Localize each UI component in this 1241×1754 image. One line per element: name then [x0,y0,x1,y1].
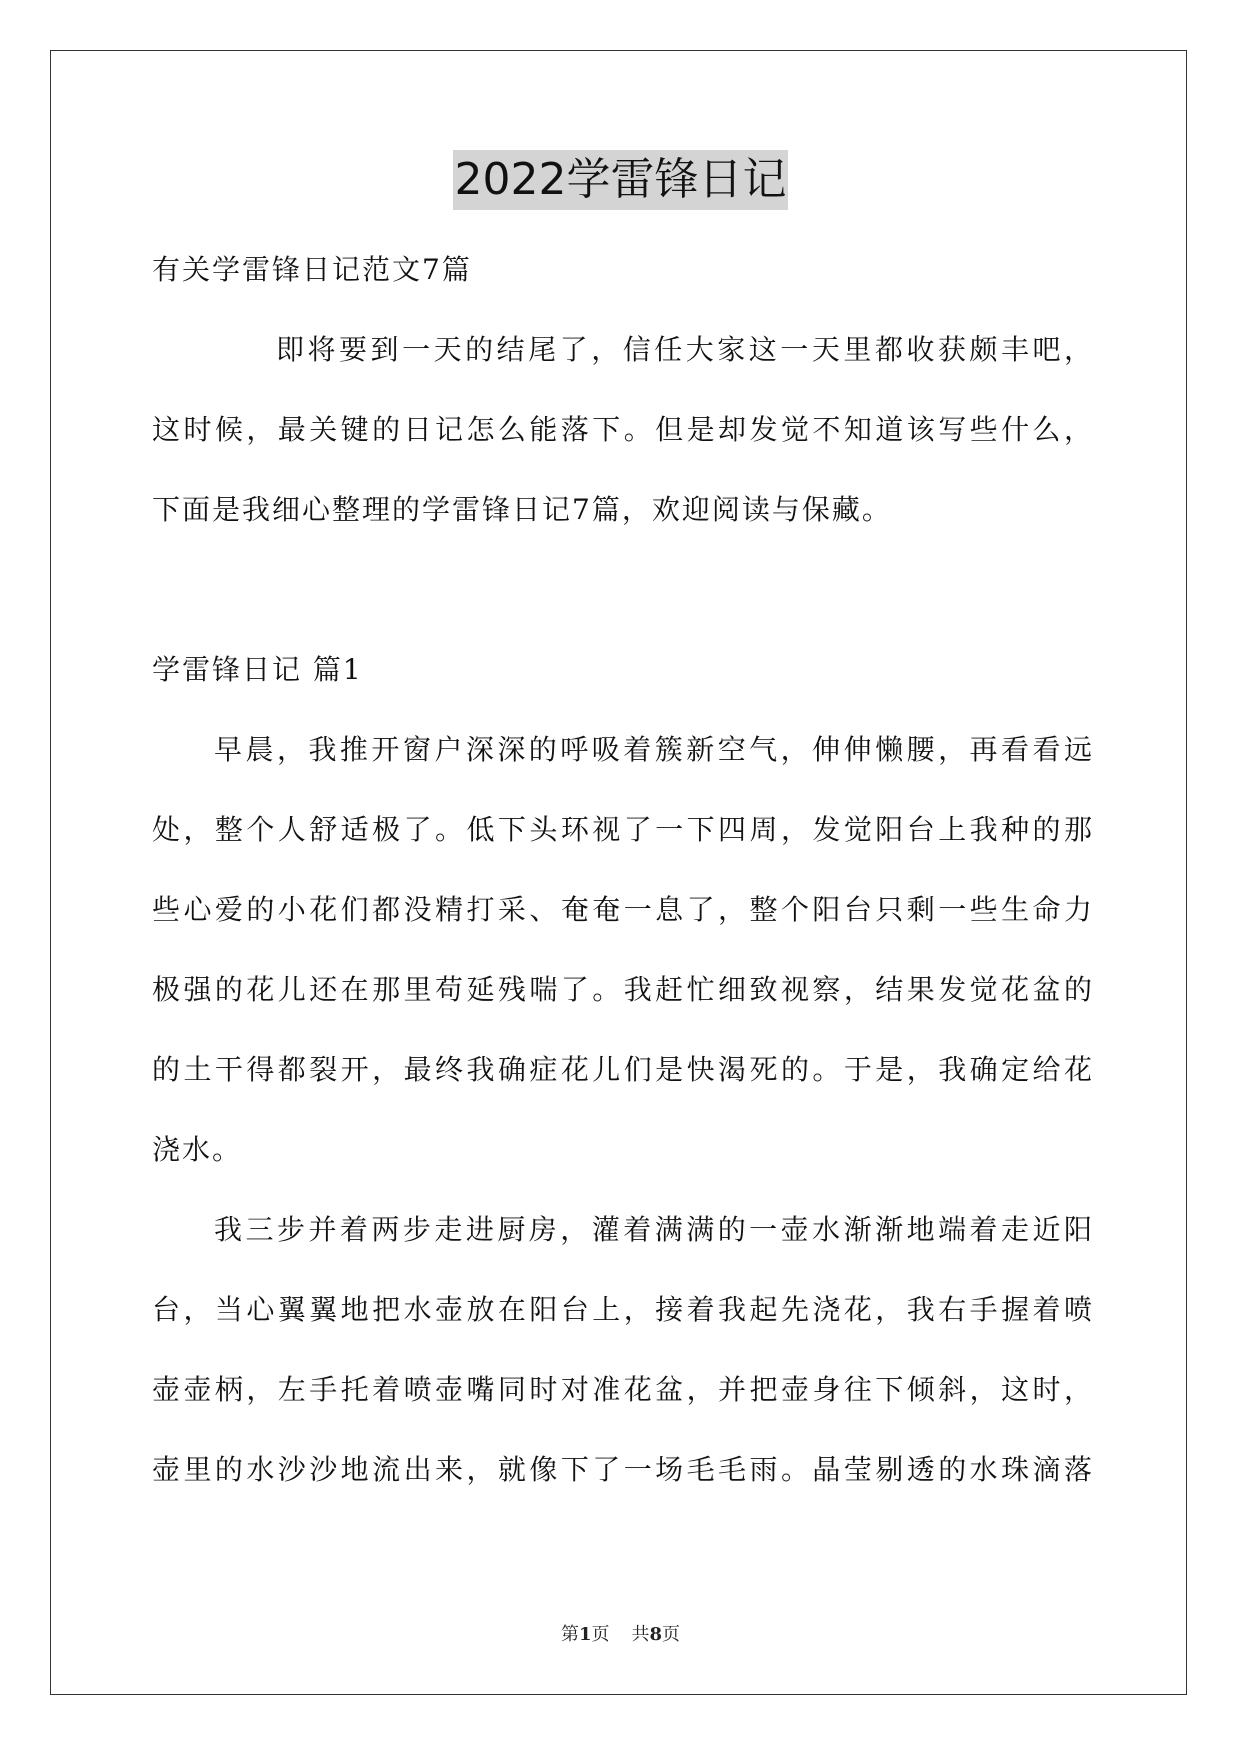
total-suffix: 页 [662,1624,681,1645]
paragraph-line: 的土干得都裂开，最终我确症花儿们是快渴死的。于是，我确定给花 [152,1053,1092,1086]
paragraph-line: 极强的花儿还在那里苟延残喘了。我赶忙细致视察，结果发觉花盆的 [152,973,1092,1006]
paragraph-line: 处，整个人舒适极了。低下头环视了一下四周，发觉阳台上我种的那 [152,813,1092,846]
total-page-number: 8 [649,1624,663,1645]
paragraph-line: 台，当心翼翼地把水壶放在阳台上，接着我起先浇花，我右手握着喷 [152,1293,1092,1326]
paragraph-line: 浇水。 [152,1133,243,1166]
total-prefix: 共 [631,1624,650,1645]
document-title: 2022学雷锋日记 [453,150,789,210]
page-prefix: 第 [560,1624,579,1645]
paragraph-line: 些心爱的小花们都没精打采、奄奄一息了，整个阳台只剩一些生命力 [152,893,1092,926]
blank-line [152,550,1092,630]
intro-line: 即将要到一天的结尾了，信任大家这一天里都收获颇丰吧， [276,333,1092,366]
document-subtitle: 有关学雷锋日记范文7篇 [152,253,472,286]
current-page-number: 1 [578,1624,592,1645]
paragraph-line: 壶里的水沙沙地流出来，就像下了一场毛毛雨。晶莹剔透的水珠滴落 [152,1453,1092,1486]
paragraph-line: 早晨，我推开窗户深深的呼吸着簇新空气，伸伸懒腰，再看看远 [214,733,1092,766]
title-container [0,150,1241,210]
section-heading: 学雷锋日记 篇1 [152,653,363,686]
page-suffix: 页 [591,1624,610,1645]
paragraph-line: 我三步并着两步走进厨房，灌着满满的一壶水渐渐地端着走近阳 [214,1213,1092,1246]
intro-line: 下面是我细心整理的学雷锋日记7篇，欢迎阅读与保藏。 [152,493,892,526]
intro-line: 这时候，最关键的日记怎么能落下。但是却发觉不知道该写些什么， [152,413,1092,446]
document-body [152,230,1092,1510]
page-footer [0,1620,1241,1650]
paragraph-line: 壶壶柄，左手托着喷壶嘴同时对准花盆，并把壶身往下倾斜，这时， [152,1373,1092,1406]
